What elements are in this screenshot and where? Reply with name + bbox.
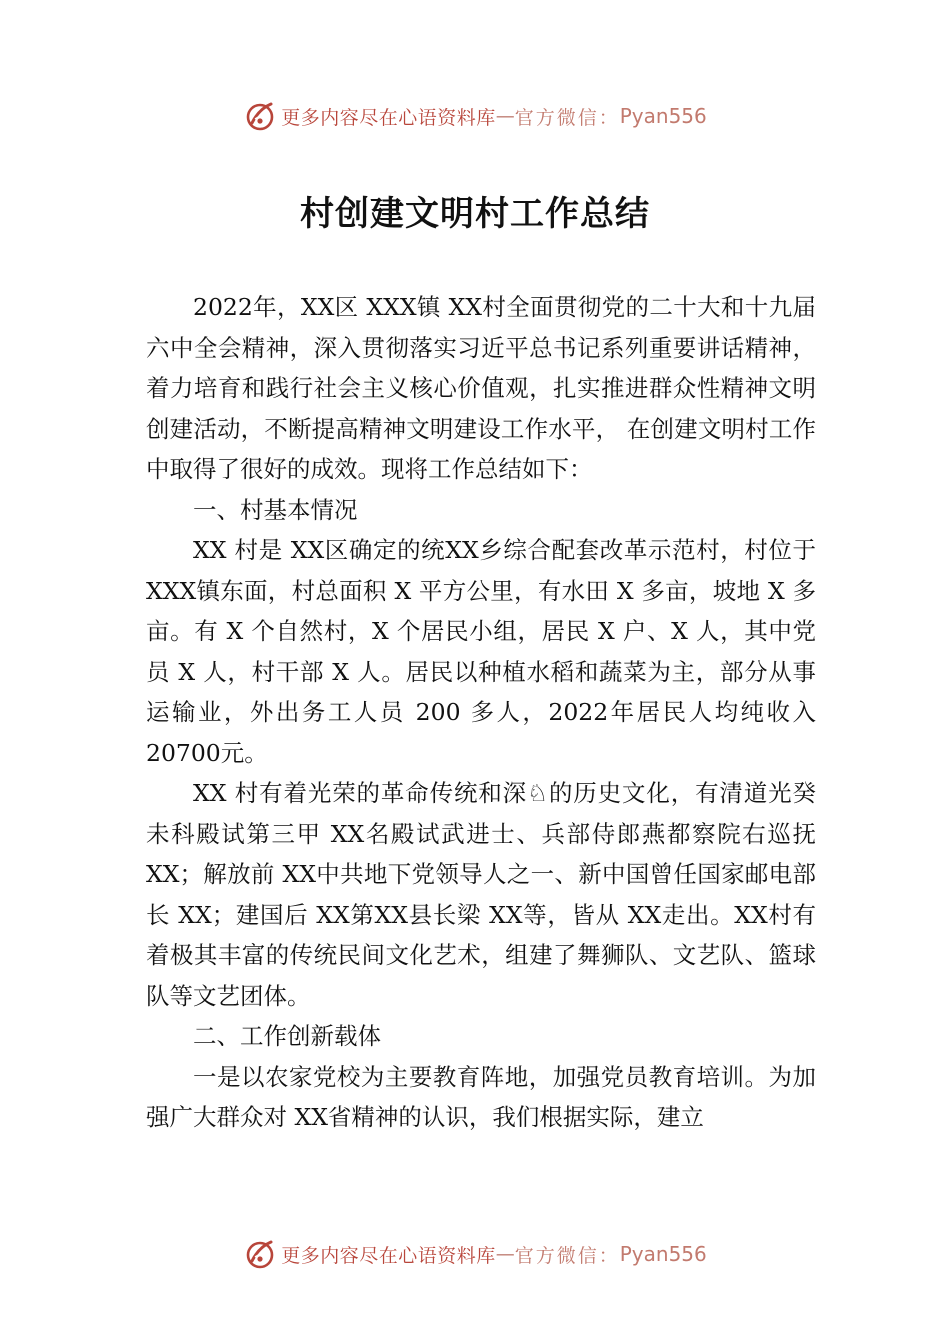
watermark-site-text: 更多内容尽在心语资料库 xyxy=(281,1244,496,1267)
watermark-separator: — xyxy=(495,105,515,127)
intro-paragraph: 2022年，XX区 XXX镇 XX村全面贯彻党的二十大和十九届六中全会精神，深入贯彻落实习近平总书记系列重要讲话精神，着力培育和践行社会主义核心价值观，扎实推进群众性精神文明创建活动，不断提高精神文明建设工作水平， 在创建文明村工作中取得了很好的成效。现将工作总结如下： xyxy=(146,293,816,483)
basic-info-paragraph: XX 村是 XX区确定的统XX乡综合配套改革示范村，村位于 XXX镇东面，村总面积 X 平方公里，有水田 X 多亩，坡地 X 多亩。有 X 个自然村，X 个居民小组，居民 X 户、X 人，其中党员 X 人，村干部 X 人。居民以种植水稻和蔬菜为主，部分从事运输业，外出务工人员 200 多人，2022年居民人均纯收入 20700元。 xyxy=(146,536,816,767)
brush-pen-logo-icon xyxy=(243,1237,277,1271)
watermark-wechat-label: 官方微信： xyxy=(514,106,620,129)
document-title: 村创建文明村工作总结 xyxy=(300,194,650,234)
watermark-wechat-id: Pyan556 xyxy=(619,1242,707,1266)
watermark-wechat-label: 官方微信： xyxy=(514,1244,620,1267)
watermark-wechat-id: Pyan556 xyxy=(619,104,707,128)
innovation-paragraph: 一是以农家党校为主要教育阵地，加强党员教育培训。为加强广大群众对 XX省精神的认识，我们根据实际，建立 xyxy=(146,1062,816,1131)
watermark-site-text: 更多内容尽在心语资料库 xyxy=(281,106,496,129)
footer-watermark xyxy=(0,1234,950,1274)
section-heading-basic-info: 一、村基本情况 xyxy=(193,495,358,524)
document-body xyxy=(146,287,816,1138)
section-heading-innovation: 二、工作创新载体 xyxy=(193,1022,381,1050)
brush-pen-logo-icon xyxy=(243,99,277,133)
watermark-separator: — xyxy=(495,1243,515,1265)
history-paragraph: XX 村有着光荣的革命传统和深♘的历史文化，有清道光癸未科殿试第三甲 XX名殿试武进士、兵部侍郎燕都察院右巡抚 XX；解放前 XX中共地下党领导人之一、新中国曾任国家邮电部长 XX；建国后 XX第XX县长梁 XX等，皆从 XX走出。XX村有着极其丰富的传统民间文化艺术，组建了舞狮队、文艺队、篮球队等文艺团体。 xyxy=(146,779,816,1010)
header-watermark xyxy=(0,96,950,136)
